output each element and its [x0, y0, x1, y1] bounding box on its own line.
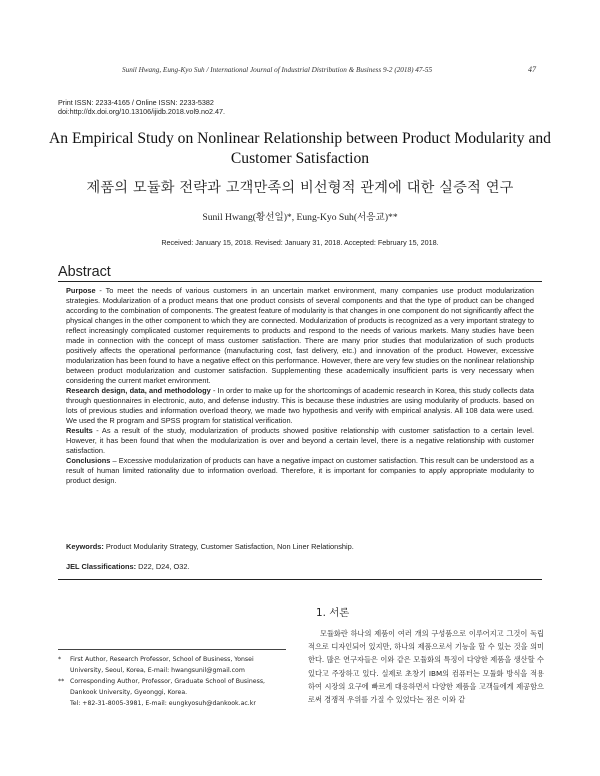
abstract-heading: Abstract — [58, 264, 111, 280]
introduction-body — [308, 627, 544, 706]
issn-line: Print ISSN: 2233-4165 / Online ISSN: 2233-5382 — [58, 98, 214, 107]
jel-label: JEL Classifications: — [66, 562, 137, 571]
footnote-line: First Author, Research Professor, School of Business, Yonsei — [70, 656, 254, 663]
abstract-results — [66, 426, 534, 456]
footnote-first-author — [58, 654, 294, 676]
running-head-text: Sunil Hwang, Eung-Kyo Suh / International Journal of Industrial Distribution & Business 9-2 (2018) 47-55 — [122, 66, 433, 74]
conclusions-label: Conclusions — [66, 456, 111, 465]
author-line: Sunil Hwang(황선일)*, Eung-Kyo Suh(서응교)** — [202, 212, 398, 223]
abstract-bottom-rule — [58, 579, 542, 580]
method-label: Research design, data, and methodology — [66, 386, 211, 395]
keywords-line — [66, 542, 534, 551]
footnote-corresponding-author — [58, 676, 294, 709]
abstract-purpose — [66, 286, 534, 386]
abstract-method — [66, 386, 534, 426]
footnote-line: Corresponding Author, Professor, Graduate School of Business, — [70, 678, 266, 685]
abstract-conclusions — [66, 456, 534, 486]
title-english: An Empirical Study on Nonlinear Relationship between Product Modularity and Customer Satisfaction — [49, 130, 551, 167]
footnote-mark: ** — [58, 678, 65, 685]
purpose-label: Purpose — [66, 286, 96, 295]
section-heading-introduction: 1. 서론 — [316, 607, 350, 619]
footnotes — [58, 654, 294, 709]
keywords-text: Product Modularity Strategy, Customer Satisfaction, Non Liner Relationship. — [103, 542, 354, 551]
jel-text: D22, D24, O32. — [136, 562, 190, 571]
abstract-top-rule — [58, 281, 542, 282]
abstract-body — [66, 286, 534, 486]
purpose-text: - To meet the needs of various customers in an uncertain market environment, many companies use product modularization strategies. Modularization of a product means that one product consists of several components and that the type of product can be changed according to the combination of components. The greatest feature of modularity is that changes in one component do not significantly affect the physical changes in the other component to which they are connected. Modularization of products is recognized as a very important strategy to reflect increasingly complicated customer requirements to products and respond to the needs of various markets. Many studies have been made in connection with the concept of mass customer satisfaction. There are many prior studies that modularization of such products positively affects the operational performance (manufacturing cost, fast delivery, etc.) and innovation of the product. However, excessive modularization has been found to have a negative effect on this performance. However, there are very few studies on the nonlinear relationship between product modularization and customer satisfaction. Supplementing these academically insufficient parts is very necessary when considering the current market environment. — [66, 286, 534, 385]
footnote-line: Tel: +82-31-8005-3981, E-mail: eungkyosuh@dankook.ac.kr — [70, 700, 256, 707]
keywords-label: Keywords: — [66, 542, 104, 551]
results-label: Results — [66, 426, 93, 435]
results-text: - As a result of the study, modularization of products showed positive relationship with customer satisfaction to a certain level. However, it has been found that when the modularization is over and beyond a certain level, there is a negative relationship with customer satisfaction. — [66, 426, 534, 455]
identifiers-block — [58, 98, 225, 116]
title-korean: 제품의 모듈화 전략과 고객만족의 비선형적 관계에 대한 실증적 연구 — [86, 180, 514, 196]
page-number: 47 — [528, 65, 536, 74]
method-text: - In order to make up for the shortcomings of academic research in Korea, this study collects data through questionnaires in electronic, auto, and defense industry. This is because these industries are using modularity of products. based on lots of previous studies and information overload theory, we made two hypothesis and verify with empirical analysis. All 108 data were used. We used the R program and SPSS program for statistical verification. — [66, 386, 534, 425]
introduction-paragraph: 모듈화란 하나의 제품이 여러 개의 구성품으로 이루어지고 그것이 독립적으로 디자인되어 있지만, 하나의 제품으로서 기능을 할 수 있는 것을 의미한다. 많은 연구자들은 이와 같은 모듈화의 특징이 다양한 제품을 생산할 수 있다고 주장하고 있다. 실제로 초창기 IBM의 컴퓨터는 모듈화 방식을 적용하여 시장의 요구에 빠르게 대응하면서 다양한 제품을 고객들에게 제공함으로써 경쟁적 우위를 가질 수 있었다는 점은 이와 같 — [308, 629, 544, 705]
footnote-rule — [58, 649, 286, 650]
received-dates: Received: January 15, 2018. Revised: January 31, 2018. Accepted: February 15, 2018. — [161, 238, 439, 247]
footnote-line: University, Seoul, Korea, E-mail: hwangsunil@gmail.com — [70, 667, 245, 674]
jel-line — [66, 562, 534, 571]
footnote-line: Dankook University, Gyeonggi, Korea. — [70, 689, 188, 696]
doi-link[interactable]: doi:http://dx.doi.org/10.13106/ijidb.2018.vol9.no2.47. — [58, 107, 226, 116]
conclusions-text: – Excessive modularization of products can have a negative impact on customer satisfaction. This result can be understood as a result of human limited rationality due to information overload. Therefore, it is important for companies to apply appropriate modularity to product design. — [66, 456, 534, 485]
footnote-mark: * — [58, 656, 62, 663]
